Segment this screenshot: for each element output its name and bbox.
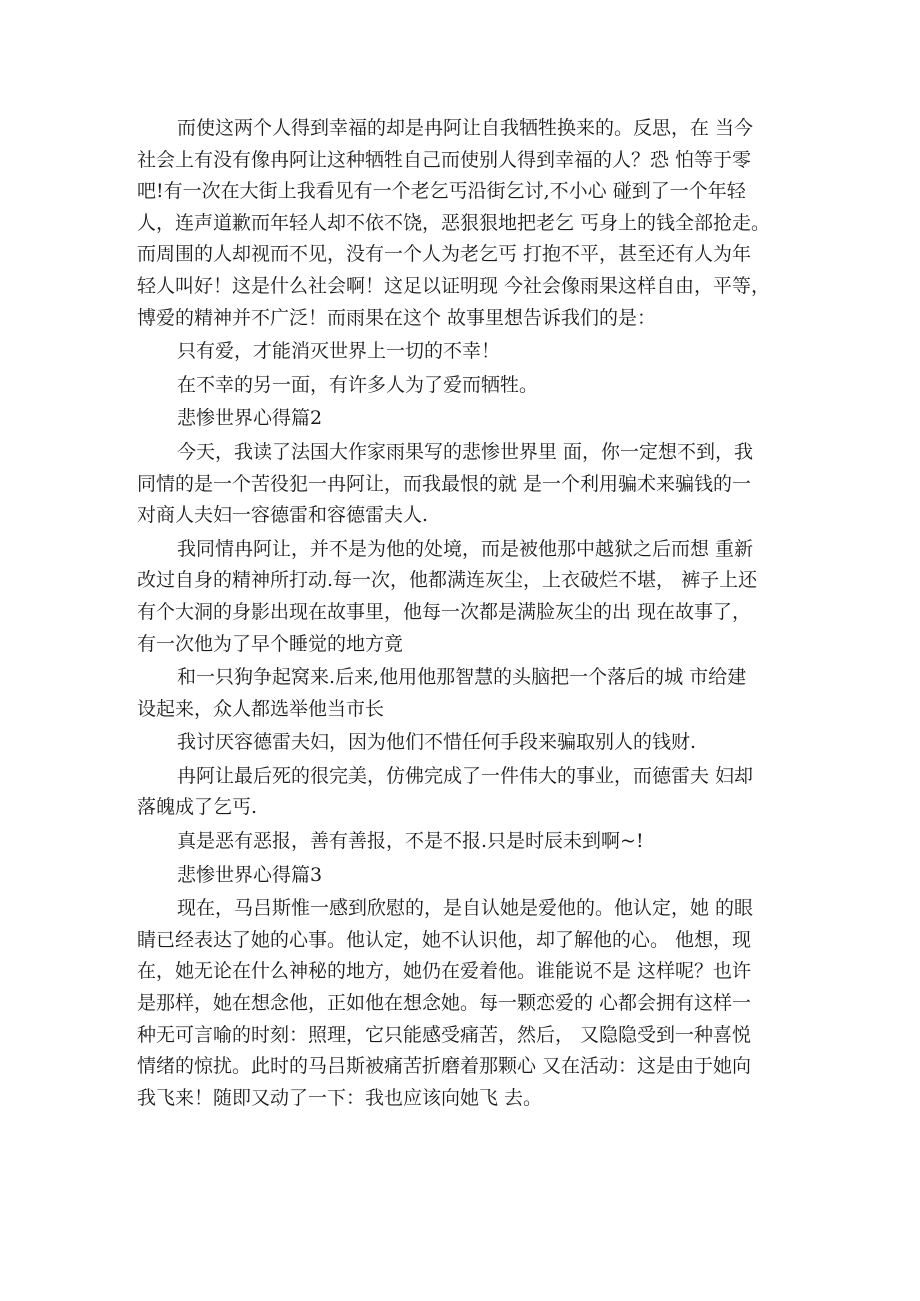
paragraph — [137, 761, 789, 824]
text-line: 在不幸的另一面，有许多人为了爱而牺牲。 — [177, 373, 539, 396]
text-line: 现在，马吕斯惟一感到欣慰的，是自认她是爱他的。他认定，她 的眼 — [177, 897, 754, 920]
text-line: 人，连声道歉而年轻人却不依不饶，恶狠狠地把老乞 丐身上的钱全部抢走。 — [137, 211, 771, 234]
paragraph — [137, 727, 789, 759]
text-line: 而周围的人却视而不见，没有一个人为老乞丐 打抱不平，甚至还有人为年 — [137, 243, 752, 266]
paragraph — [137, 336, 789, 368]
text-line: 情绪的惊扰。此时的马吕斯被痛苦折磨着那颗心 又在活动：这是由于她向 — [137, 1055, 752, 1078]
text-line: 而使这两个人得到幸福的却是冉阿让自我牺牲换来的。反思，在 当今 — [177, 117, 754, 139]
text-line: 社会上有没有像冉阿让这种牺牲自己而使别人得到幸福的人？恐 怕等于零 — [137, 148, 752, 171]
paragraph — [137, 893, 789, 1114]
text-line: 博爱的精神并不广泛！而雨果在这个 故事里想告诉我们的是： — [137, 306, 657, 329]
paragraph — [137, 437, 789, 532]
heading-text: 悲惨世界心得篇2 — [177, 407, 323, 430]
text-line: 今天，我读了法国大作家雨果写的悲惨世界里 面，你一定想不到，我 — [177, 440, 754, 463]
text-line: 同情的是一个苦役犯一冉阿让，而我最恨的就 是一个利用骗术来骗钱的一 — [137, 472, 752, 495]
text-line: 设起来，众人都选举他当市长 — [137, 697, 385, 720]
text-line: 有个大洞的身影出现在故事里，他每一次都是满脸灰尘的出 现在故事了， — [137, 600, 752, 623]
text-line: 是那样，她在想念他，正如他在想念她。每一颗恋爱的 心都会拥有这样一 — [137, 992, 752, 1015]
text-line: 吧!有一次在大街上我看见有一个老乞丐沿街乞讨,不小心 碰到了一个年轻 — [137, 180, 746, 203]
text-line: 我同情冉阿让，并不是为他的处境，而是被他那中越狱之后而想 重新 — [177, 537, 754, 560]
text-line: 种无可言喻的时刻：照理，它只能感受痛苦，然后， 又隐隐受到一种喜悦 — [137, 1023, 752, 1046]
text-line: 我讨厌容德雷夫妇，因为他们不惜任何手段来骗取别人的钱财. — [177, 731, 697, 754]
heading-text: 悲惨世界心得篇3 — [177, 863, 323, 886]
text-line: 在，她无论在什么神秘的地方，她仍在爱着他。谁能说不是 这样呢？也许 — [137, 960, 752, 983]
text-line: 落魄成了乞丐. — [137, 796, 258, 819]
text-line: 和一只狗争起窝来.后来,他用他那智慧的头脑把一个落后的城 市给建 — [177, 666, 747, 689]
text-line: 改过自身的精神所打动.每一次，他都满连灰尘，上衣破烂不堪， 裤子上还 — [137, 569, 758, 592]
section-heading — [137, 403, 789, 435]
text-line: 冉阿让最后死的很完美，仿佛完成了一件伟大的事业，而德雷夫 妇却 — [177, 764, 754, 787]
text-line: 只有爱，才能消灭世界上一切的不幸！ — [177, 340, 501, 363]
document-body — [137, 113, 789, 1116]
text-line: 有一次他为了早个睡觉的地方竟 — [137, 632, 404, 655]
text-line: 对商人夫妇一容德雷和容德雷夫人. — [137, 504, 429, 527]
paragraph — [137, 370, 789, 402]
paragraph — [137, 534, 789, 660]
section-heading — [137, 860, 789, 892]
paragraph — [137, 113, 789, 334]
text-line: 睛已经表达了她的心事。他认定，她不认识他，却了解他的心。 他想，现 — [137, 928, 752, 951]
paragraph — [137, 826, 789, 858]
text-line: 真是恶有恶报，善有善报，不是不报.只是时辰未到啊~! — [177, 830, 644, 853]
text-line: 轻人叫好！这是什么社会啊！这足以证明现 今社会像雨果这样自由，平等， — [137, 274, 771, 297]
paragraph — [137, 662, 789, 725]
text-line: 我飞来！随即又动了一下：我也应该向她飞 去。 — [137, 1086, 543, 1109]
